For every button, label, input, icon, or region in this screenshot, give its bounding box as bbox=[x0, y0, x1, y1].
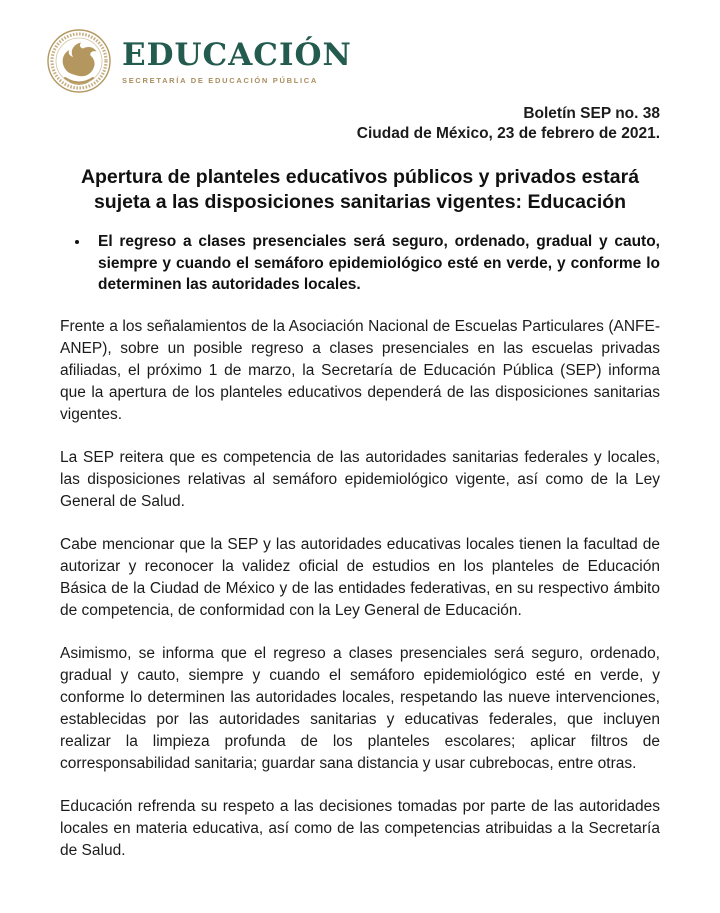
key-points-list bbox=[60, 231, 660, 296]
paragraph-3: Cabe mencionar que la SEP y las autoridades educativas locales tienen la facultad de autorizar y reconocer la validez oficial de estudios en los planteles de Educación Básica de la Ciudad de México y de las entidades federativas, en su respectivo ámbito de competencia, de conformidad con la Ley General de Educación. bbox=[60, 535, 660, 619]
paragraph-5: Educación refrenda su respeto a las decisiones tomadas por parte de las autoridades locales en materia educativa, así como de las competencias atribuidas a la Secretaría de Salud. bbox=[60, 797, 660, 859]
key-point-item: • El regreso a clases presenciales será seguro, ordenado, gradual y cauto, siempre y cuando el semáforo epidemiológico esté en verde, y conforme lo determinen las autoridades locales. bbox=[90, 231, 660, 296]
sep-wordmark: EDUCACIÓN bbox=[122, 36, 352, 73]
sep-logo-subtitle: SECRETARÍA DE EDUCACIÓN PÚBLICA bbox=[122, 75, 319, 85]
paragraph-1: Frente a los señalamientos de la Asociación Nacional de Escuelas Particulares (ANFE-ANEP), sobre un posible regreso a clases presenciales en las escuelas privadas afiliadas, el próximo 1 de marzo, la Secretaría de Educación Pública (SEP) informa que la apertura de los planteles educativos dependerá de las disposiciones sanitarias vigentes. bbox=[60, 317, 660, 423]
paragraph-4: Asimismo, se informa que el regreso a clases presenciales será seguro, ordenado, gradual y cauto, siempre y cuando el semáforo epidemiológico esté en verde, y conforme lo determinen las autoridades locales, respetando las nueve intervenciones, establecidas por las autoridades sanitarias y educativas federales, que incluyen realizar la limpieza profunda de los planteles escolares; aplicar filtros de corresponsabilidad sanitaria; guardar sana distancia y usar cubrebocas, entre otras. bbox=[60, 644, 660, 772]
document-header bbox=[60, 26, 660, 143]
body-text bbox=[60, 316, 660, 862]
bulletin-number: Boletín SEP no. 38 bbox=[523, 105, 660, 122]
bulletin-dateline: Ciudad de México, 23 de febrero de 2021. bbox=[356, 124, 660, 142]
bulletin-meta bbox=[60, 104, 660, 143]
sep-seal-icon bbox=[46, 26, 112, 96]
sep-logo-text bbox=[122, 38, 352, 85]
paragraph-2: La SEP reitera que es competencia de las autoridades sanitarias federales y locales, las disposiciones relativas al semáforo epidemiológico vigente, así como de la Ley General de Salud. bbox=[60, 448, 660, 510]
sep-logo bbox=[46, 26, 660, 96]
page-title: Apertura de planteles educativos públicos y privados estará sujeta a las disposiciones sanitarias vigentes: Educación bbox=[80, 166, 640, 213]
